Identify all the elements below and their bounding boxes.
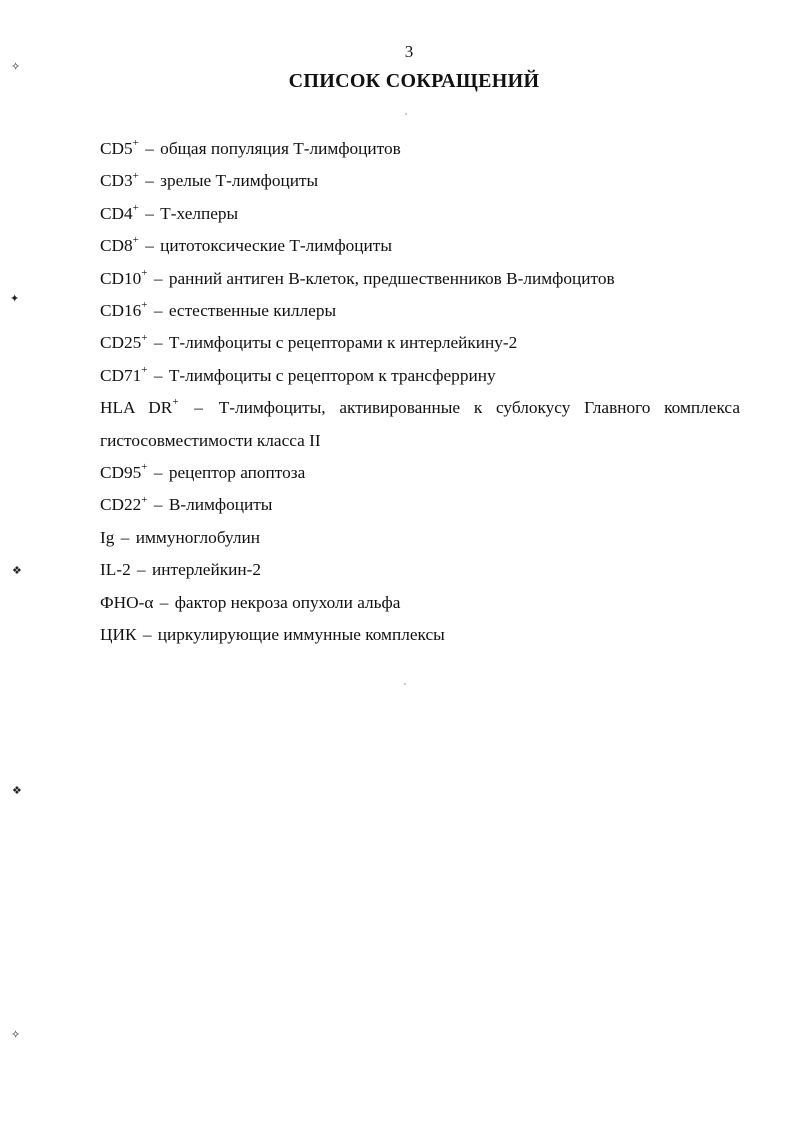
abbreviation-term: ФНО-α bbox=[100, 592, 154, 612]
abbreviation-definition: ранний антиген В-клеток, предшественников В-лимфоцитов bbox=[168, 268, 615, 288]
abbreviation-term: Ig bbox=[100, 527, 115, 547]
list-item bbox=[100, 165, 740, 197]
abbreviation-term: ЦИК bbox=[100, 625, 137, 645]
scan-dot bbox=[405, 113, 407, 115]
abbreviation-term: CD8+ bbox=[100, 234, 139, 256]
abbreviation-definition: иммуноглобулин bbox=[135, 527, 260, 547]
list-item bbox=[100, 457, 740, 489]
list-item bbox=[100, 327, 740, 359]
separator-dash: – bbox=[153, 333, 163, 353]
abbreviation-list bbox=[100, 133, 740, 652]
separator-dash: – bbox=[153, 495, 163, 515]
separator-dash: – bbox=[145, 139, 154, 158]
list-item bbox=[100, 198, 740, 230]
separator-dash: – bbox=[145, 236, 154, 256]
separator-dash: – bbox=[194, 398, 203, 418]
separator-dash: – bbox=[153, 365, 163, 385]
separator-dash: – bbox=[142, 625, 152, 645]
separator-dash: – bbox=[153, 268, 163, 288]
abbreviation-definition: фактор некроза опухоли альфа bbox=[174, 592, 401, 612]
abbreviation-term: IL-2 bbox=[100, 560, 131, 580]
separator-dash: – bbox=[145, 203, 154, 223]
scan-dot bbox=[404, 683, 406, 685]
separator-dash: – bbox=[145, 171, 154, 191]
abbreviation-definition: Т-лимфоциты, активированные к сублокусу Главного комплекса гистосовместимости класса II bbox=[100, 398, 740, 450]
abbreviation-definition: рецептор апоптоза bbox=[168, 463, 306, 483]
scan-speck: ❖ bbox=[12, 785, 22, 797]
abbreviation-definition: В-лимфоциты bbox=[168, 495, 273, 515]
abbreviation-term: CD3+ bbox=[100, 169, 139, 191]
list-item bbox=[100, 263, 740, 295]
separator-dash: – bbox=[153, 463, 163, 483]
list-item bbox=[100, 554, 740, 586]
scan-speck: ❖ bbox=[12, 565, 22, 577]
abbreviation-definition: естественные киллеры bbox=[168, 301, 337, 321]
separator-dash: – bbox=[120, 527, 130, 547]
abbreviation-definition: Т-лимфоциты с рецепторами к интерлейкину-2 bbox=[168, 333, 518, 353]
abbreviation-term: CD16+ bbox=[100, 299, 148, 321]
list-item bbox=[100, 522, 740, 554]
list-item bbox=[100, 392, 740, 457]
abbreviation-term: CD10+ bbox=[100, 266, 148, 288]
abbreviation-term: CD95+ bbox=[100, 461, 148, 483]
separator-dash: – bbox=[159, 592, 169, 612]
list-item bbox=[100, 619, 740, 651]
list-item bbox=[100, 230, 740, 262]
separator-dash: – bbox=[153, 301, 163, 321]
abbreviation-definition: интерлейкин-2 bbox=[152, 560, 261, 580]
list-item bbox=[100, 587, 740, 619]
abbreviation-definition: циркулирующие иммунные комплексы bbox=[157, 625, 445, 645]
separator-dash: – bbox=[137, 560, 146, 580]
scan-speck: ✧ bbox=[11, 61, 21, 73]
scan-speck: ✦ bbox=[10, 293, 20, 305]
abbreviation-term: CD22+ bbox=[100, 493, 148, 515]
abbreviation-definition: Т-хелперы bbox=[160, 203, 239, 223]
abbreviation-definition: Т-лимфоциты с рецептором к трансферрину bbox=[168, 365, 496, 385]
list-item bbox=[100, 489, 740, 521]
page-number: 3 bbox=[404, 42, 414, 61]
page-title: СПИСОК СОКРАЩЕНИЙ bbox=[288, 70, 540, 92]
scan-speck: ✧ bbox=[11, 1029, 21, 1041]
abbreviation-definition: общая популяция Т-лимфоцитов bbox=[160, 139, 401, 158]
list-item bbox=[100, 360, 740, 392]
list-item bbox=[100, 295, 740, 327]
abbreviation-term: CD25+ bbox=[100, 331, 148, 353]
abbreviation-term: CD4+ bbox=[100, 202, 139, 223]
abbreviation-term: HLA DR+ bbox=[100, 396, 179, 418]
abbreviation-definition: зрелые Т-лимфоциты bbox=[160, 171, 319, 191]
abbreviation-term: CD5+ bbox=[100, 137, 139, 158]
list-item bbox=[100, 133, 740, 165]
abbreviation-definition: цитотоксические Т-лимфоциты bbox=[160, 236, 392, 256]
abbreviation-term: CD71+ bbox=[100, 364, 148, 385]
